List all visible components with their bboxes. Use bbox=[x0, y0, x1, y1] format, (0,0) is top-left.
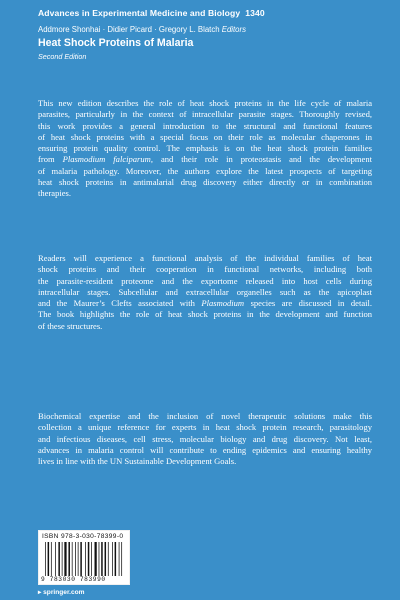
barcode-bar bbox=[64, 542, 66, 576]
blurb-line bbox=[38, 434, 372, 445]
blurb-line bbox=[38, 298, 372, 309]
blurb-text: Readers will experience a functional analysis of the individual families of heat bbox=[38, 253, 372, 263]
blurb-text: shock proteins and their cooperation in functional networks, including both bbox=[38, 264, 372, 275]
blurb-line bbox=[38, 445, 372, 456]
barcode-bar bbox=[75, 542, 76, 576]
blurb-text: This new edition describes the role of heat shock proteins in the life cycle of malaria bbox=[38, 98, 372, 108]
barcode-bar bbox=[55, 542, 56, 576]
barcode-bar bbox=[58, 542, 60, 576]
italic-term: Plasmodium falciparum bbox=[62, 154, 151, 165]
blurb-paragraph-3 bbox=[38, 411, 372, 467]
blurb-text: advances in malaria control will contribute to ending epidemics and ensuring healthy bbox=[38, 444, 372, 455]
series-name: Advances in Experimental Medicine and Biology bbox=[38, 8, 241, 18]
blurb-line bbox=[38, 109, 372, 120]
blurb-line bbox=[38, 264, 372, 275]
barcode-bar bbox=[78, 542, 79, 576]
blurb-line bbox=[38, 132, 372, 143]
series-title bbox=[38, 8, 265, 18]
blurb-line bbox=[38, 121, 372, 132]
barcode-bar bbox=[119, 542, 120, 576]
barcode-bar bbox=[45, 542, 46, 576]
blurb-line bbox=[38, 309, 372, 320]
isbn-label: ISBN 978-3-030-78399-0 bbox=[42, 533, 124, 540]
barcode-bar bbox=[99, 542, 100, 576]
blurb-text: of malaria pathology. Moreover, the authors explore the latest prospects of targeting bbox=[38, 165, 372, 176]
blurb-text: The book highlights the role of heat shock proteins in the development and function bbox=[38, 309, 372, 320]
ean-number: 9 783030 783990 bbox=[41, 576, 106, 583]
blurb-line bbox=[38, 276, 372, 287]
barcode-bar bbox=[68, 542, 70, 576]
editor-names: Addmore Shonhai · Didier Picard · Gregory L. Blatch bbox=[38, 25, 220, 34]
barcode-bar bbox=[48, 542, 50, 576]
blurb-line bbox=[38, 411, 372, 422]
barcode-bars bbox=[45, 542, 123, 576]
blurb-text: this work provides a general introduction to the structural and functional features bbox=[38, 120, 372, 131]
blurb-text: lives in line with the UN Sustainable Development Goals. bbox=[38, 456, 237, 466]
blurb-line bbox=[38, 253, 372, 264]
blurb-text: parasites, particularly in the context of intracellular parasite stages. Thoroughly revised, bbox=[38, 109, 372, 120]
barcode-bar bbox=[88, 542, 90, 576]
blurb-line bbox=[38, 166, 372, 177]
blurb-paragraph-2 bbox=[38, 253, 372, 332]
blurb-text: of heat shock proteins with a special focus on their role as molecular chaperones in bbox=[38, 131, 372, 142]
blurb-line bbox=[38, 321, 372, 332]
barcode-bar bbox=[51, 542, 52, 576]
blurb-text: intracellular stages. Subcellular and extracellular organelles such as the apicoplast bbox=[38, 286, 372, 297]
barcode-bar bbox=[121, 542, 122, 576]
blurb-text: and the Maurer’s Clefts associated with bbox=[38, 298, 202, 308]
editors-line bbox=[38, 25, 246, 34]
blurb-text: and infectious diseases, cell stress, molecular biology and drug discovery. Not least, bbox=[38, 433, 372, 444]
barcode-bar bbox=[72, 542, 73, 576]
barcode-bar bbox=[112, 542, 113, 576]
blurb-text: , and their role in proteostasis and the development bbox=[150, 154, 372, 165]
blurb-text: heat shock proteins in antimalarial drug discovery either directly or in combination bbox=[38, 176, 372, 187]
blurb-text: collection a unique reference for experts in heat shock protein research, parasitology bbox=[38, 422, 372, 433]
blurb-line bbox=[38, 98, 372, 109]
blurb-text: Biochemical expertise and the inclusion of novel therapeutic solutions make this bbox=[38, 411, 372, 421]
barcode-bar bbox=[115, 542, 117, 576]
blurb-paragraph-1 bbox=[38, 98, 372, 199]
blurb-text: species are discussed in detail. bbox=[244, 298, 373, 308]
barcode-bar bbox=[105, 542, 107, 576]
italic-term: Plasmodium bbox=[201, 298, 245, 308]
blurb-line bbox=[38, 287, 372, 298]
barcode-bar bbox=[101, 542, 103, 576]
blurb-line bbox=[38, 422, 372, 433]
barcode bbox=[38, 530, 130, 585]
book-edition: Second Edition bbox=[38, 52, 87, 61]
blurb-line bbox=[38, 143, 372, 154]
barcode-bar bbox=[91, 542, 92, 576]
blurb-text: ensuring protein quality control. The emphasis is on the heat shock protein families bbox=[38, 143, 372, 153]
blurb-text: from bbox=[38, 154, 63, 165]
barcode-bar bbox=[62, 542, 63, 576]
blurb-text: therapies. bbox=[38, 188, 71, 198]
publisher-website: ▸ springer.com bbox=[38, 589, 85, 596]
blurb-text: the parasite-resident proteome and the exportome released into host cells during bbox=[38, 275, 372, 286]
barcode-bar bbox=[80, 542, 82, 576]
editors-role: Editors bbox=[221, 25, 247, 34]
series-volume: 1340 bbox=[245, 8, 265, 18]
blurb-text: of these structures. bbox=[38, 320, 103, 331]
barcode-bar bbox=[95, 542, 97, 576]
barcode-bar bbox=[85, 542, 86, 576]
blurb-line bbox=[38, 154, 372, 165]
barcode-bar bbox=[108, 542, 109, 576]
blurb-line bbox=[38, 188, 372, 199]
book-title: Heat Shock Proteins of Malaria bbox=[38, 37, 194, 49]
blurb-line bbox=[38, 177, 372, 188]
blurb-line bbox=[38, 456, 372, 467]
